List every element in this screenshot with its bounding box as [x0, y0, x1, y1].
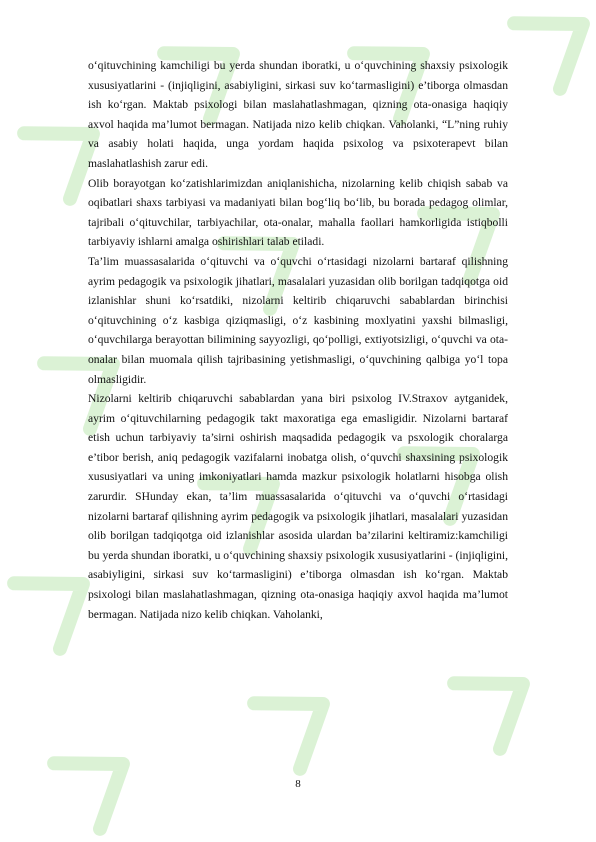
- watermark-chevron: [454, 651, 546, 749]
- paragraph-3: Ta’lim muassasalarida o‘qituvchi va o‘quvchi o‘rtasidagi nizolarni bartaraf qilishning ayrim pedagogik va psixologik jihatlari, masalalari yuzasidan olib borilgan tadqiqotga oid izlanishlar shuni ko‘rsatdiki, nizolarni keltirib chiqaruvchi sabablardan birinchisi o‘qituvchining o‘z kasbiga qiziqmasligi, o‘z kasbining moxlyatini yaxshi bilmasligi, o‘quvchilarga berayottan bilimining sayyozligi, qo‘polligi, extiyotsizligi, o‘quvchi va ota- onalar bilan muomala qilish tajribasining yetishmasligi, o‘quvchining qalbiga yo‘l topa olmasligidir.: [88, 254, 508, 386]
- watermark-chevron: [254, 671, 346, 769]
- watermark-chevron: [514, 0, 596, 89]
- page-number: 8: [295, 778, 301, 790]
- paragraph-1: o‘qituvchining kamchiligi bu yerda shundan iboratki, u o‘quvchining shaxsiy psixologik xususiyatlarini - (injiqligini, asabiyligini, sirkasi suv ko‘tarmasligini) e’tiborga olmasdan ish ko‘rgan. Maktab psixologi bilan maslahatlashmagan, qizning ota-onasiga haqiqiy axvol haqida ma’lumot bermagan. Natijada nizo kelib chiqkan. Vaholanki, “L”ning ruhiy va asabiy holati haqida, unga yordam haqida psixolog va psixoterapevt bilan maslahatlashish zarur edi.: [88, 59, 508, 170]
- document-body: [88, 56, 508, 624]
- paragraph-2: Olib borayotgan ko‘zatishlarimizdan aniqlanishicha, nizolarning kelib chiqish sabab va oqibatlari shaxs tarbiyasi va madaniyati bilan bog‘liq bo‘lib, bu borada pedagog olimlar, tajribali o‘qituvchilar, tarbiyachilar, ota-onalar, mahalla faollari hamkorligida istiqbolli tarbiyaviy ishlarni amalga oshirishlari talab etiladi.: [88, 176, 508, 249]
- paragraph-4: Nizolarni keltirib chiqaruvchi sabablardan yana biri psixolog IV.Straxov aytganidek, ayrim o‘qituvchilarning pedagogik takt maxoratiga ega emasligidir. Nizolarni bartaraf etish uchun tarbiyaviy ta’sirni oshirish maqsadida pedagogik va psxologik choralarga e’tibor berish, aniq pedagogik vazifalarni inobatga olish, o‘quvchi shaxsining psixologik xususiyatlari va uning imkoniyatlari hamda mazkur psixologik holatlarni hisobga olish zarurdir. SHunday ekan, ta’lim muassasalarida o‘qituvchi va o‘quvchi o‘rtasidagi nizolarni bartaraf qilishning ayrim pedagogik va psixologik jihatlari, masalalari yuzasidan olib borilgan tadqiqotga oid izlanishlar asosida ulardan ba’zilarini keltiramiz:kamchiligi bu yerda shundan iboratki, u o‘quvchining shaxsiy psixologik xususiyatlarini - (injiqligini, asabiyligini, sirkasi suv ko‘tarmasligini) e’tiborga olmasdan ish ko‘rgan. Maktab psixologi bilan maslahatlashmagan, qizning ota-onasiga haqiqiy axvol haqida ma’lumot bermagan. Natijada nizo kelib chiqkan. Vaholanki,: [88, 392, 508, 621]
